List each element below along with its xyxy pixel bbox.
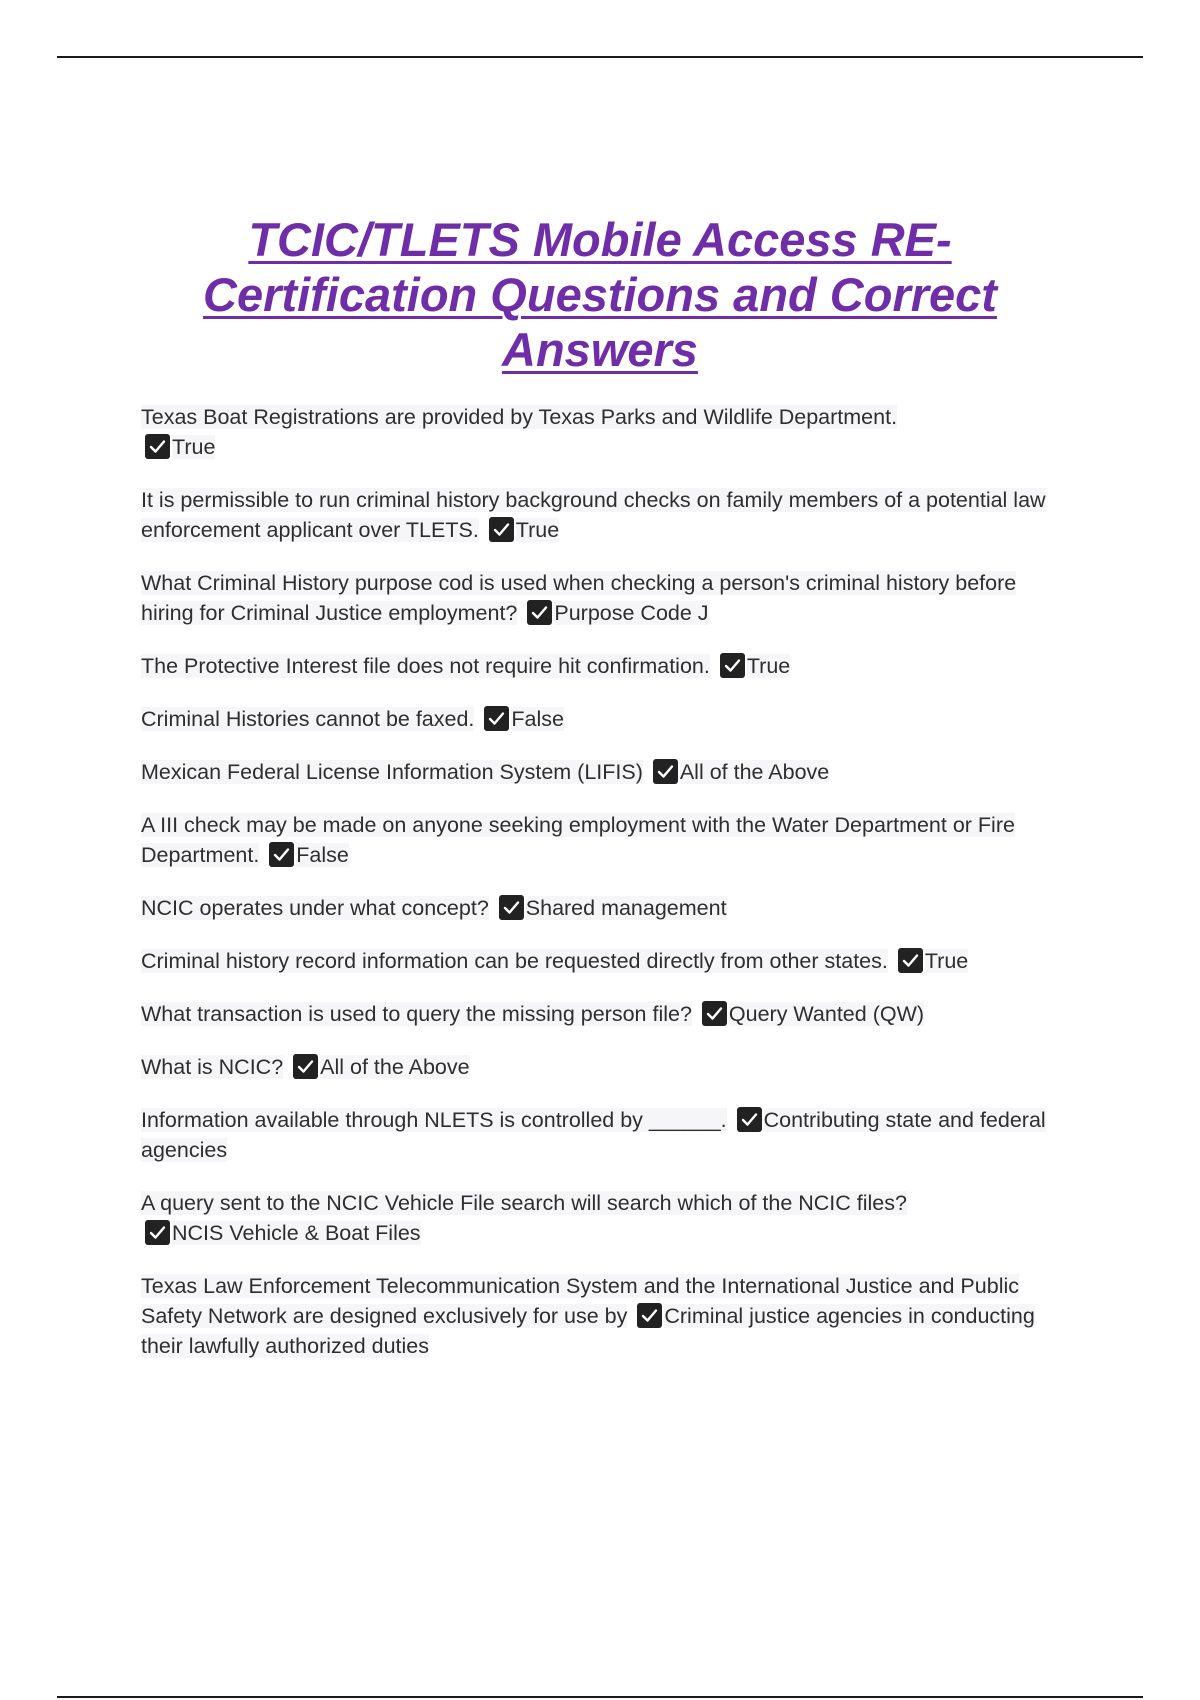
check-icon [898, 948, 923, 973]
answer-text: True [515, 518, 560, 542]
qa-item [141, 946, 1071, 976]
check-icon [737, 1107, 762, 1132]
qa-item [141, 893, 1071, 923]
qa-item [141, 999, 1071, 1029]
question-text: What transaction is used to query the missing person file? [141, 1002, 692, 1026]
bottom-rule [57, 1696, 1143, 1698]
answer-text: NCIS Vehicle & Boat Files [172, 1221, 421, 1245]
question-text: Information available through NLETS is controlled by ______. [141, 1108, 727, 1132]
qa-item [141, 402, 1071, 462]
answer-text: Query Wanted (QW) [728, 1002, 925, 1026]
answer-text: Shared management [525, 896, 727, 920]
answer-text: Purpose Code J [554, 601, 709, 625]
question-text: The Protective Interest file does not require hit confirmation. [141, 654, 710, 678]
check-icon [499, 895, 524, 920]
document-title: TCIC/TLETS Mobile Access RE-Certification Questions and Correct Answers [203, 213, 997, 376]
question-text: What is NCIC? [141, 1055, 284, 1079]
qa-item [141, 1271, 1071, 1361]
top-rule [57, 56, 1143, 58]
qa-item [141, 651, 1071, 681]
qa-item [141, 704, 1071, 734]
qa-item [141, 1052, 1071, 1082]
qa-item [141, 1105, 1071, 1165]
answer-text: True [746, 654, 791, 678]
question-text: A query sent to the NCIC Vehicle File search will search which of the NCIC files? [141, 1191, 907, 1215]
answer-text: All of the Above [320, 1055, 470, 1079]
check-icon [489, 517, 514, 542]
answer-text: True [172, 435, 216, 459]
check-icon [484, 706, 509, 731]
question-text: What Criminal History purpose cod is used when checking a person's criminal history before hiring for Criminal Justice employment? [141, 571, 1017, 625]
qa-list [141, 402, 1071, 1384]
check-icon [293, 1054, 318, 1079]
question-text: A III check may be made on anyone seeking employment with the Water Department or Fire Department. [141, 813, 1015, 867]
question-text: Criminal history record information can be requested directly from other states. [141, 949, 888, 973]
question-text: Mexican Federal License Information System (LIFIS) [141, 760, 643, 784]
answer-text: True [924, 949, 969, 973]
answer-text: Contributing state and federal agencies [141, 1108, 1046, 1162]
qa-item [141, 568, 1071, 628]
check-icon [145, 434, 170, 459]
qa-item [141, 1188, 1071, 1248]
question-text: Criminal Histories cannot be faxed. [141, 707, 475, 731]
check-icon [527, 600, 552, 625]
check-icon [720, 653, 745, 678]
check-icon [653, 759, 678, 784]
question-text: NCIC operates under what concept? [141, 896, 489, 920]
check-icon [269, 842, 294, 867]
question-text: Texas Law Enforcement Telecommunication System and the International Justice and Public Safety Network are designed exclusively for use by [141, 1274, 1019, 1328]
answer-text: False [511, 707, 564, 731]
answer-text: False [296, 843, 349, 867]
qa-item [141, 485, 1071, 545]
qa-item [141, 810, 1071, 870]
check-icon [637, 1303, 662, 1328]
check-icon [702, 1001, 727, 1026]
check-icon [145, 1220, 170, 1245]
answer-text: All of the Above [679, 760, 830, 784]
question-text: It is permissible to run criminal history background checks on family members of a potential law enforcement applicant over TLETS. [141, 488, 1046, 542]
qa-item [141, 757, 1071, 787]
answer-text: Criminal justice agencies in conducting their lawfully authorized duties [141, 1304, 1035, 1358]
question-text: Texas Boat Registrations are provided by Texas Parks and Wildlife Department. [141, 405, 898, 429]
